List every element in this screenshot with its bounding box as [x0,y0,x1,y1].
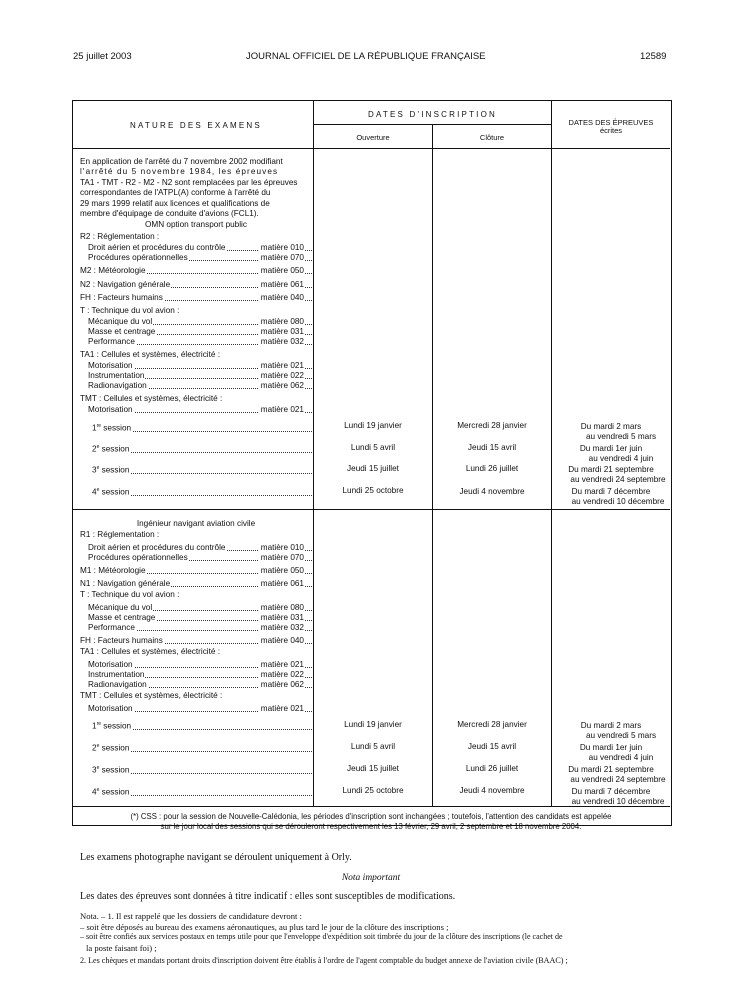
session-number: 4 [92,787,97,797]
table-footnote [74,812,668,831]
epreuves-start: Du mardi 1er juin [579,444,643,453]
session-row [92,719,312,732]
session-epreuves [552,787,670,807]
session-row [92,421,312,434]
nota-line: Nota. – 1. Il est rappelé que les dossiers de candidature devront : [80,911,302,921]
session-ouverture: Jeudi 15 juillet [347,764,399,773]
session-number: 1 [92,721,97,731]
session-cloture: Jeudi 4 novembre [459,786,525,795]
epreuves-end: au vendredi 5 mars [585,731,657,740]
col-nature-header: NATURE DES EXAMENS [130,121,262,130]
body-paragraph: Les examens photographe navigant se déroulent uniquement à Orly. [80,852,352,863]
session-sup: e [96,487,100,493]
intro-line: correspondantes de l'ATPL(A) conforme à l'arrêté du [80,188,271,198]
session-row [92,785,312,798]
epreuves-end: au vendredi 10 décembre [571,797,665,806]
nota-line: – soit être déposés au bureau des examens aéronautiques, au plus tard le jour de la clôture des inscriptions ; [80,921,449,932]
session-ouverture: Lundi 5 avril [350,443,396,452]
footnote-line: sur le jour local des sessions qui se dérouleront respectivement les 13 février, 29 avril, 2 septembre et 18 novembre 2004. [160,821,582,831]
col-dates-epreuves-subheader: écrites [599,126,623,135]
session-cloture: Lundi 26 juillet [465,464,519,473]
session-label: session [101,423,132,433]
session-cloture: Lundi 26 juillet [465,764,519,773]
session-epreuves [552,422,670,442]
subject-row: FH : Facteurs humains matière 040 [80,293,312,303]
col-cloture-header: Clôture [479,133,505,142]
col-dates-epreuves-header: DATES DES ÉPREUVES [568,118,654,127]
session-sup: e [96,765,100,771]
group-heading: R1 : Réglementation : [80,530,160,539]
session-sup: re [96,721,102,727]
intro-line: membre d'équipage de conduite d'avions (FCL1). [80,209,259,219]
session-sup: e [96,787,100,793]
session-ouverture: Lundi 25 octobre [342,486,404,495]
subject-row: Procédures opérationnelles matière 070 [88,253,312,263]
session-cloture: Mercredi 28 janvier [457,720,527,729]
col-dates-inscription-header: DATES D'INSCRIPTION [368,110,497,119]
intro-line: TA1 - TMT - R2 - M2 - N2 sont remplacées par les épreuves [80,177,298,187]
epreuves-start: Du mardi 21 septembre [568,765,654,774]
session-epreuves [552,444,670,464]
group-heading: TA1 : Cellules et systèmes, électricité : [80,647,220,656]
subject-row: Procédures opérationnelles matière 070 [88,553,312,563]
intro-line: En application de l'arrêté du 7 novembre 2002 modifiant [80,157,283,166]
section-title: Ingénieur navigant aviation civile [136,519,256,528]
session-cloture: Jeudi 15 avril [467,742,517,751]
session-number: 3 [92,465,97,475]
session-row [92,741,312,754]
subject-row: N1 : Navigation générale matière 061 [80,579,312,589]
body-paragraph: Les dates des épreuves sont données à titre indicatif : elles sont susceptibles de modifications. [80,891,456,902]
nota-line: – soit être confiés aux services postaux en temps utile pour que l'enveloppe d'expédition soit timbrée du jour de la clôture des inscriptions (le cachet de [80,932,563,941]
subject-row: Instrumentation matière 022 [88,371,312,381]
session-row [92,442,312,455]
intro-line: l'arrêté du 5 novembre 1984, les épreuves [80,167,279,177]
group-heading: TMT : Cellules et systèmes, électricité : [80,394,223,403]
session-label: session [99,787,130,797]
epreuves-start: Du mardi 2 mars [580,721,642,730]
session-number: 2 [92,444,97,454]
header-date: 25 juillet 2003 [73,51,132,62]
epreuves-start: Du mardi 2 mars [580,422,642,431]
group-heading: T : Technique du vol avion : [80,306,180,315]
epreuves-start: Du mardi 1er juin [579,743,643,752]
session-sup: re [96,423,102,429]
session-ouverture: Lundi 5 avril [350,742,396,751]
session-label: session [99,765,130,775]
session-epreuves [552,487,670,507]
group-heading: TA1 : Cellules et systèmes, électricité : [80,350,220,359]
session-epreuves [552,743,670,763]
subject-row: Masse et centrage matière 031 [88,327,312,337]
session-sup: e [96,743,100,749]
subject-row: M1 : Météorologie matière 050 [80,566,312,576]
intro-paragraph [80,157,310,219]
session-number: 2 [92,743,97,753]
group-heading: T : Technique du vol avion : [80,590,180,599]
intro-line: 29 mars 1999 relatif aux licences et qualifications de [80,198,270,208]
subject-row: N2 : Navigation générale matière 061 [80,280,312,290]
subject-row: Performance matière 032 [88,623,312,633]
nota-heading: Nota important [341,873,401,883]
epreuves-end: au vendredi 24 septembre [570,475,666,484]
page-number: 12589 [640,51,667,62]
section-divider [72,509,670,510]
subject-row: Motorisation matière 021 [88,660,312,670]
epreuves-end: au vendredi 24 septembre [570,775,666,784]
session-row [92,463,312,476]
subject-row: Mécanique du vol matière 080 [88,317,312,327]
session-cloture: Jeudi 4 novembre [459,487,525,496]
nota-line: la poste faisant foi) ; [86,942,157,953]
subject-row: Radionavigation matière 062 [88,680,312,690]
session-cloture: Mercredi 28 janvier [457,421,527,430]
session-label: session [99,465,130,475]
session-ouverture: Jeudi 15 juillet [347,464,399,473]
session-epreuves [552,721,670,741]
subject-row: Droit aérien et procédures du contrôle matière 010 [88,243,312,253]
subheader-rule [313,124,551,125]
subject-row: FH : Facteurs humains matière 040 [80,636,312,646]
subject-row: Motorisation matière 021 [88,361,312,371]
session-sup: e [96,465,100,471]
session-label: session [99,444,130,454]
nota-line: 2. Les chèques et mandats portant droits d'inscription doivent être établis à l'ordre de l'agent comptable du budget annexe de l'aviation civile (BAAC) ; [80,956,568,965]
session-epreuves [552,765,670,785]
group-heading: TMT : Cellules et systèmes, électricité : [80,691,223,700]
epreuves-end: au vendredi 4 juin [588,454,654,463]
session-label: session [101,721,132,731]
session-ouverture: Lundi 25 octobre [342,786,404,795]
nota-block [80,911,670,967]
epreuves-end: au vendredi 10 décembre [571,497,665,506]
subject-row: Mécanique du vol matière 080 [88,603,312,613]
subject-row: Droit aérien et procédures du contrôle matière 010 [88,543,312,553]
subject-row: Masse et centrage matière 031 [88,613,312,623]
subject-row: Performance matière 032 [88,337,312,347]
session-row [92,763,312,776]
session-row [92,485,312,498]
table-header-rule [72,148,670,149]
subject-row: Motorisation matière 021 [88,405,312,415]
session-cloture: Jeudi 15 avril [467,443,517,452]
session-label: session [99,743,130,753]
session-number: 1 [92,423,97,433]
header-title: JOURNAL OFFICIEL DE LA RÉPUBLIQUE FRANÇAISE [246,51,486,62]
session-epreuves [552,465,670,485]
group-heading: R2 : Réglementation : [80,232,160,241]
epreuves-start: Du mardi 7 décembre [571,787,651,796]
subject-row: Radionavigation matière 062 [88,381,312,391]
session-number: 4 [92,487,97,497]
subject-row: Instrumentation matière 022 [88,670,312,680]
session-number: 3 [92,765,97,775]
subject-row: M2 : Météorologie matière 050 [80,266,312,276]
session-ouverture: Lundi 19 janvier [344,421,402,430]
footnote-line: (*) CSS : pour la session de Nouvelle-Calédonia, les périodes d'inscription sont inchangées ; toutefois, l'attention des candidats est appelée [130,812,612,821]
subject-row: Motorisation matière 021 [88,704,312,714]
epreuves-start: Du mardi 7 décembre [571,487,651,496]
epreuves-end: au vendredi 5 mars [585,432,657,441]
epreuves-end: au vendredi 4 juin [588,753,654,762]
epreuves-start: Du mardi 21 septembre [568,465,654,474]
section-title: OMN option transport public [145,220,247,229]
session-label: session [99,487,130,497]
session-ouverture: Lundi 19 janvier [344,720,402,729]
col-ouverture-header: Ouverture [356,133,390,142]
session-sup: e [96,444,100,450]
